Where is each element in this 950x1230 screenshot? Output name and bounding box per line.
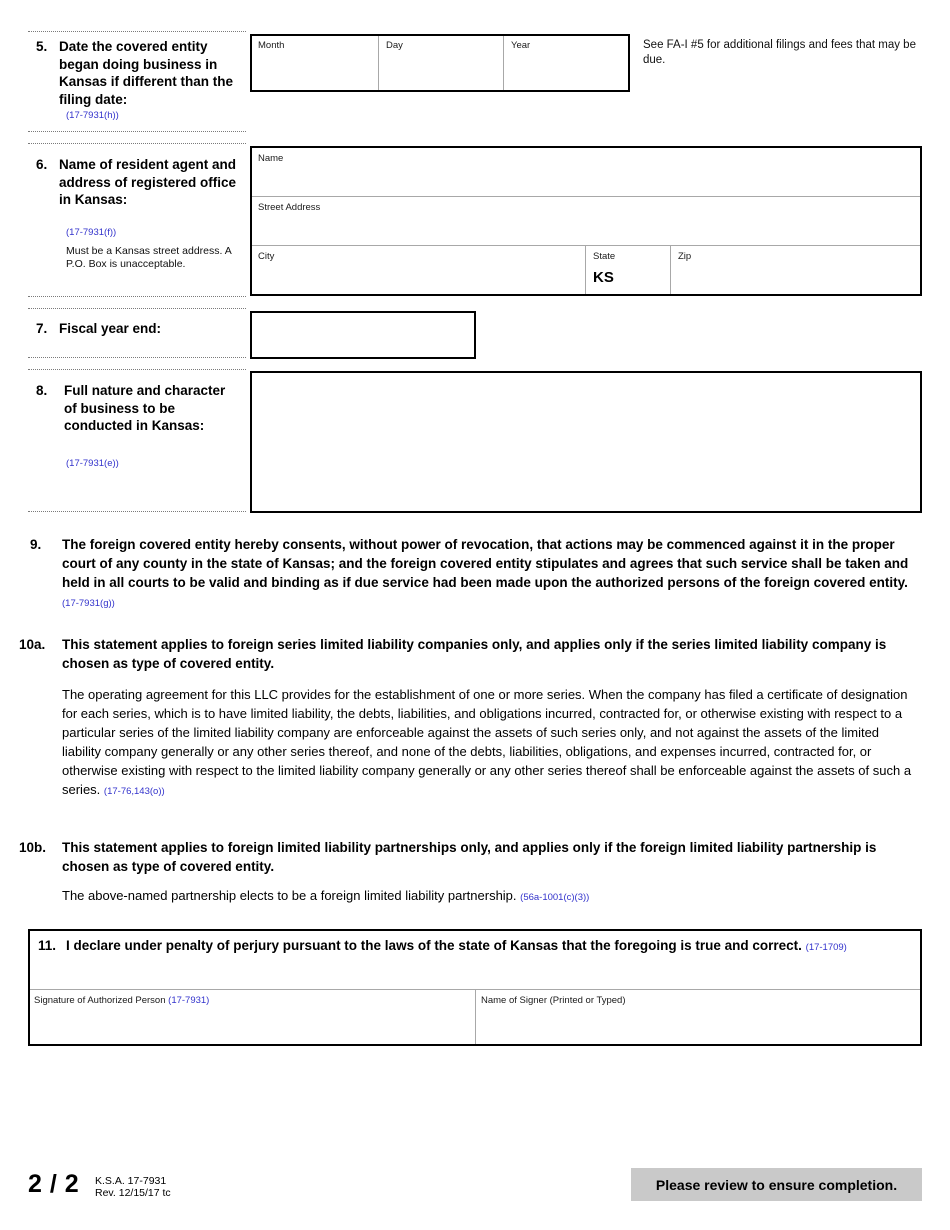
item9-statute: (17-7931(g)) bbox=[62, 598, 115, 609]
item5-day-input[interactable] bbox=[386, 58, 496, 86]
item6-title: Name of resident agent and address of registered office in Kansas: bbox=[59, 157, 237, 207]
item6-helper-text: Must be a Kansas street address. A P.O. Box is unacceptable. bbox=[66, 245, 232, 270]
divider-below-item8 bbox=[28, 511, 246, 512]
item8-statute: (17-7931(e)) bbox=[66, 458, 119, 469]
item11-signature-label-text: Signature of Authorized Person bbox=[34, 995, 166, 1006]
item6-city-state-divider bbox=[585, 246, 586, 294]
item5-statute: (17-7931(h)) bbox=[66, 110, 119, 121]
item11-name-of-signer-label: Name of Signer (Printed or Typed) bbox=[481, 995, 626, 1006]
item6-street-city-divider bbox=[252, 245, 920, 246]
item6-city-input[interactable] bbox=[258, 268, 578, 290]
item5-year-input[interactable] bbox=[511, 58, 623, 86]
item10b-body bbox=[62, 886, 918, 907]
item5-side-note: See FA-I #5 for additional filings and fees that may be due. bbox=[643, 39, 916, 66]
item11-signature-input[interactable] bbox=[34, 1012, 466, 1040]
item6-name-input[interactable] bbox=[258, 170, 908, 192]
item5-title: Date the covered entity began doing business in Kansas if different than the filing date: bbox=[59, 39, 234, 107]
item7-title: Fiscal year end: bbox=[59, 321, 162, 336]
item11-number: 11. bbox=[38, 938, 57, 953]
item10b-statute: (56a-1001(c)(3)) bbox=[520, 892, 590, 903]
item8-nature-input[interactable] bbox=[258, 379, 914, 505]
item5-year-label: Year bbox=[511, 40, 531, 51]
item7-number: 7. bbox=[36, 321, 48, 336]
item6-state-zip-divider bbox=[670, 246, 671, 294]
item6-zip-input[interactable] bbox=[678, 268, 908, 290]
item5-day-year-divider bbox=[503, 36, 504, 90]
divider-above-item7 bbox=[28, 308, 246, 309]
item6-street-address-label: Street Address bbox=[258, 202, 321, 213]
item11-signature-label bbox=[34, 995, 209, 1006]
item8-number: 8. bbox=[36, 383, 48, 398]
item9-text bbox=[62, 535, 916, 613]
item6-number: 6. bbox=[36, 157, 48, 172]
divider-below-item5 bbox=[28, 131, 246, 132]
ksa-citation-line2: Rev. 12/15/17 tc bbox=[95, 1187, 171, 1199]
item11-text bbox=[66, 936, 912, 957]
item5-day-label: Day bbox=[386, 40, 403, 51]
item11-text-content: I declare under penalty of perjury pursuant to the laws of the state of Kansas that the foregoing is true and correct. bbox=[66, 938, 802, 953]
item10a-body-content: The operating agreement for this LLC provides for the establishment of one or more series. When the company has filed a certificate of designation for each series, which is to have limited liability, the debts, liabilities, and obligations incurred, contracted for, or otherwise existing with respect to a particular series of the limited liability company are enforceable against the assets of such series only, and not against the assets of the limited liability company generally or any other series thereof, and none of the debts, liabilities, obligations, and expenses incurred, contracted for, or otherwise existing with respect to the limited liability company generally or any other series thereof shall be enforceable against the assets of such a series. bbox=[62, 687, 912, 797]
item6-street-address-input[interactable] bbox=[258, 219, 908, 241]
item11-statute: (17-1709) bbox=[805, 942, 847, 953]
ksa-citation-line1: K.S.A. 17-7931 bbox=[95, 1175, 167, 1187]
item11-signature-statute: (17-7931) bbox=[168, 995, 210, 1006]
divider-above-item6 bbox=[28, 143, 246, 144]
item8-title: Full nature and character of business to be conducted in Kansas: bbox=[64, 383, 226, 433]
item10b-heading: This statement applies to foreign limited liability partnerships only, and applies only if the foreign limited liability partnership is chosen as type of covered entity. bbox=[62, 840, 877, 874]
item10b-body-content: The above-named partnership elects to be a foreign limited liability partnership. bbox=[62, 888, 517, 903]
divider-below-item6 bbox=[28, 296, 246, 297]
item10a-heading: This statement applies to foreign series limited liability companies only, and applies only if the series limited liability company is chosen as type of covered entity. bbox=[62, 637, 887, 671]
item10a-number: 10a. bbox=[19, 637, 46, 652]
item6-name-street-divider bbox=[252, 196, 920, 197]
divider-above-item5 bbox=[28, 31, 246, 32]
divider-above-item8 bbox=[28, 369, 246, 370]
item5-month-input[interactable] bbox=[258, 58, 370, 86]
item6-state-label: State bbox=[593, 251, 616, 262]
item11-signature-name-divider bbox=[475, 990, 476, 1044]
item5-number: 5. bbox=[36, 39, 48, 54]
item6-state-value: KS bbox=[593, 269, 614, 286]
item9-number: 9. bbox=[30, 537, 42, 552]
item6-statute: (17-7931(f)) bbox=[66, 227, 117, 238]
divider-below-item7 bbox=[28, 357, 246, 358]
item6-name-label: Name bbox=[258, 153, 284, 164]
page-number: 2 / 2 bbox=[28, 1170, 80, 1198]
item6-city-label: City bbox=[258, 251, 275, 262]
item6-zip-label: Zip bbox=[678, 251, 692, 262]
item10a-body bbox=[62, 685, 918, 801]
item9-text-content: The foreign covered entity hereby consents, without power of revocation, that actions may be commenced against it in the proper court of any county in the state of Kansas; and the foreign covered entity stipulates and agrees that such service shall be taken and held in all courts to be valid and binding as if due service had been made upon the authorized persons of the foreign covered entity. bbox=[62, 537, 909, 590]
item10b-number: 10b. bbox=[19, 840, 47, 855]
item5-month-label: Month bbox=[258, 40, 285, 51]
item11-name-of-signer-input[interactable] bbox=[481, 1012, 911, 1040]
review-banner: Please review to ensure completion. bbox=[631, 1168, 922, 1201]
item10a-statute: (17-76,143(o)) bbox=[103, 786, 165, 797]
item5-month-day-divider bbox=[378, 36, 379, 90]
item7-fiscal-year-input[interactable] bbox=[258, 320, 466, 350]
